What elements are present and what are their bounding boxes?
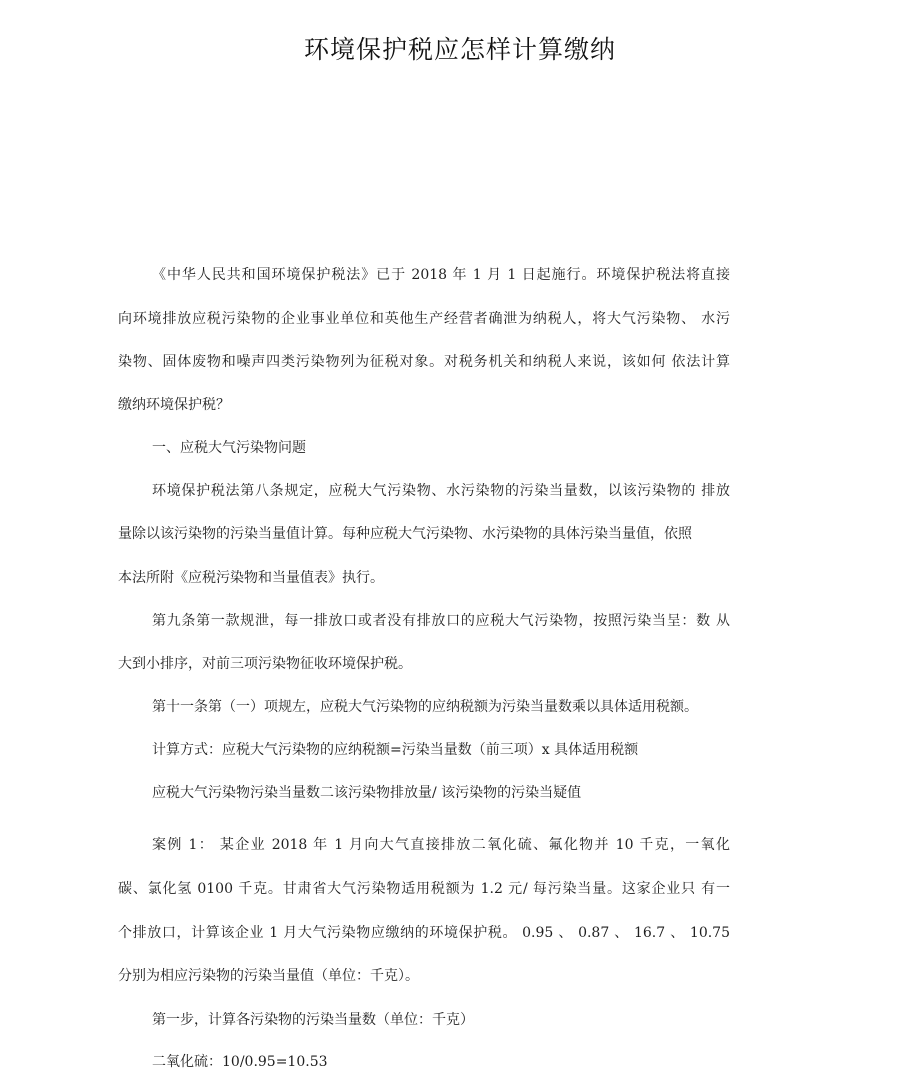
paragraph-line: 环境保护税法第八条规定，应税大气污染物、水污染物的污染当量数，以该污染物的 排放 <box>152 483 730 499</box>
paragraph-line: 大到小排序，对前三项污染物征收环境保护税。 <box>118 656 412 672</box>
paragraph-line: 向环境排放应税污染物的企业事业单位和英他生产经营者确泄为纳税人，将大气污染物、 水污 <box>118 311 730 327</box>
formula-line: 计算方式：应税大气污染物的应纳税额=污染当量数（前三项）x 具体适用税额 <box>152 742 639 758</box>
case-paragraph-line: 碳、氯化氢 0100 千克。甘肃省大气污染物适用税额为 1.2 元/ 每污染当量。这家企业只 有一 <box>118 881 730 897</box>
case-paragraph-line: 案例 1： 某企业 2018 年 1 月向大气直接排放二氧化硫、氟化物并 10 千克，一氧化 <box>152 837 730 853</box>
paragraph-line: 《中华人民共和国环境保护税法》已于 2018 年 1 月 1 日起施行。环境保护税法将直接 <box>152 267 730 283</box>
paragraph-line: 量除以该污染物的污染当量值计算。每种应税大气污染物、水污染物的具体污染当量值，依照 <box>118 526 692 542</box>
case-paragraph-line: 分别为相应污染物的污染当量值（单位：千克）。 <box>118 968 419 984</box>
case-paragraph-line: 个排放口，计算该企业 1 月大气污染物应缴纳的环境保护税。 0.95 、 0.87 、 16.7 、 10.75 <box>118 925 730 941</box>
paragraph-line: 第十一条第（一）项规左，应税大气污染物的应纳税额为污染当量数乘以具体适用税额。 <box>152 699 698 715</box>
step-line: 第一步，计算各污染物的污染当量数（单位：千克） <box>152 1012 474 1028</box>
paragraph-line: 本法所附《应税污染物和当量值表》执行。 <box>118 570 384 586</box>
document-title: 环境保护税应怎样计算缴纳 <box>303 35 616 64</box>
paragraph-line: 染物、固体废物和噪声四类污染物列为征税对象。对税务机关和纳税人来说，该如何 依法计算 <box>118 354 730 370</box>
paragraph-line: 缴纳环境保护税？ <box>118 397 230 413</box>
section-heading: 一、应税大气污染物问题 <box>152 440 306 456</box>
paragraph-line: 第九条第一款规泄，每一排放口或者没有排放口的应税大气污染物，按照污染当呈：数 从 <box>152 613 730 629</box>
formula-line: 应税大气污染物污染当量数二该污染物排放量/ 该污染物的污染当疑值 <box>152 785 582 801</box>
calculation-line: 二氧化硫：10/0.95=10.53 <box>152 1054 328 1070</box>
